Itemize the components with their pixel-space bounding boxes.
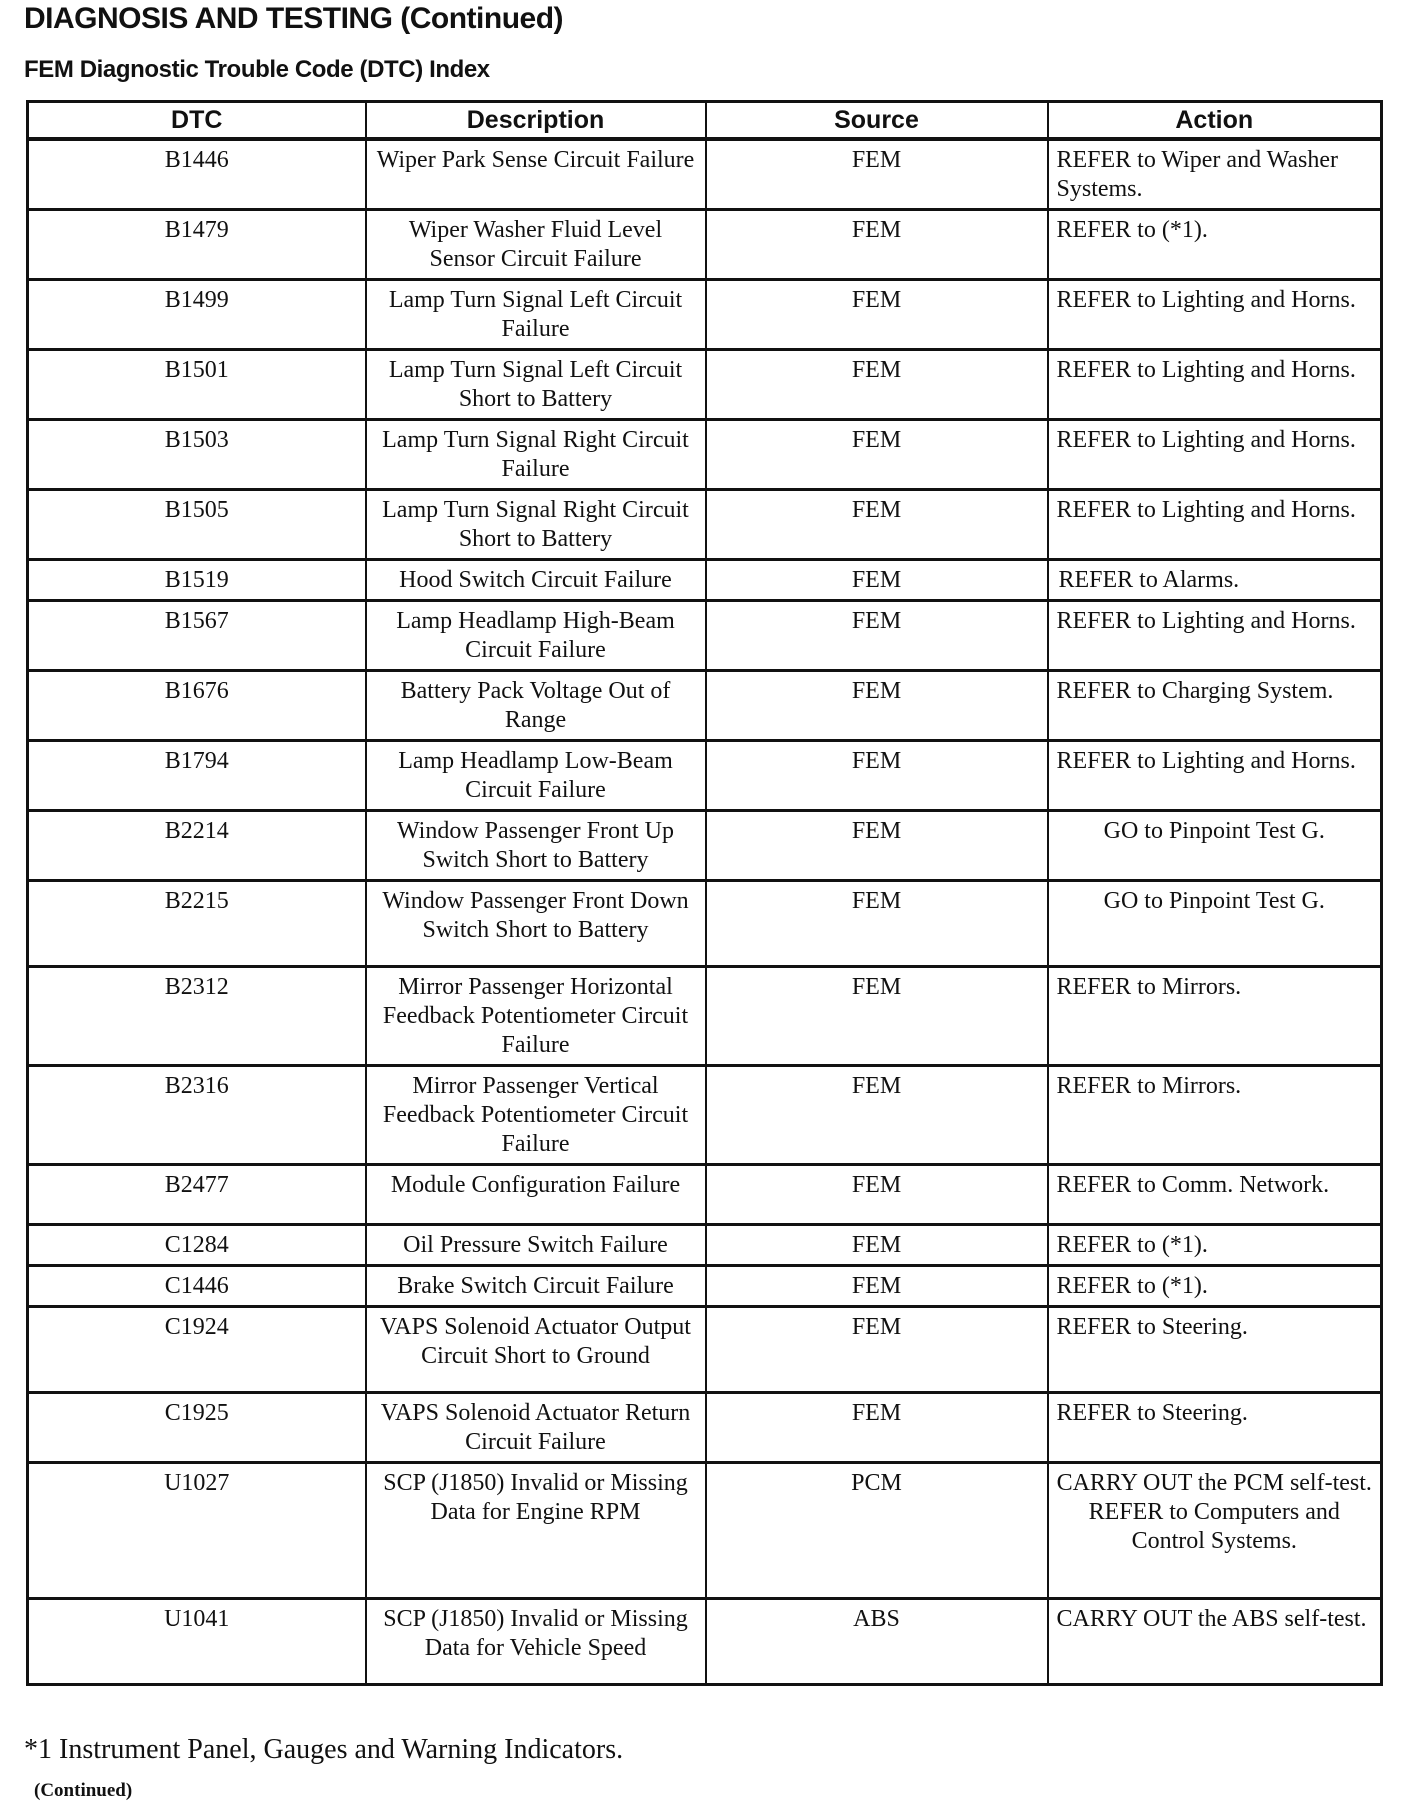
dtc-action: REFER to Steering.: [1048, 1393, 1382, 1463]
dtc-code: B1479: [28, 210, 366, 280]
table-row: [28, 601, 1382, 671]
table-row: [28, 490, 1382, 560]
dtc-description: Lamp Turn Signal Left Circuit Short to Battery: [366, 350, 706, 420]
dtc-description: VAPS Solenoid Actuator Return Circuit Failure: [366, 1393, 706, 1463]
dtc-action: REFER to Lighting and Horns.: [1048, 741, 1382, 811]
dtc-code: B1505: [28, 490, 366, 560]
dtc-action: REFER to Lighting and Horns.: [1048, 280, 1382, 350]
table-title: FEM Diagnostic Trouble Code (DTC) Index: [24, 56, 490, 83]
table-row: [28, 1599, 1382, 1685]
dtc-source: ABS: [706, 1599, 1048, 1685]
table-row: [28, 881, 1382, 967]
footnote: *1 Instrument Panel, Gauges and Warning Indicators.: [24, 1734, 624, 1765]
table-row: [28, 350, 1382, 420]
dtc-action: REFER to Lighting and Horns.: [1048, 350, 1382, 420]
dtc-code: B1567: [28, 601, 366, 671]
dtc-code: B1503: [28, 420, 366, 490]
table-row: [28, 560, 1382, 601]
dtc-action: REFER to (*1).: [1048, 1266, 1382, 1307]
dtc-description: VAPS Solenoid Actuator Output Circuit Short to Ground: [366, 1307, 706, 1393]
dtc-description: Brake Switch Circuit Failure: [366, 1266, 706, 1307]
table-row: [28, 139, 1382, 210]
table-row: [28, 1165, 1382, 1225]
dtc-action: REFER to Mirrors.: [1048, 1066, 1382, 1165]
dtc-action: REFER to Steering.: [1048, 1307, 1382, 1393]
dtc-source: FEM: [706, 139, 1048, 210]
dtc-action: CARRY OUT the ABS self-test.: [1048, 1599, 1382, 1685]
dtc-description: Wiper Washer Fluid Level Sensor Circuit Failure: [366, 210, 706, 280]
column-header-description: Description: [366, 102, 706, 140]
dtc-source: FEM: [706, 967, 1048, 1066]
dtc-code: B1519: [28, 560, 366, 601]
table-row: [28, 1463, 1382, 1599]
dtc-source: FEM: [706, 1266, 1048, 1307]
page-title: DIAGNOSIS AND TESTING (Continued): [24, 2, 564, 35]
dtc-source: FEM: [706, 420, 1048, 490]
table-row: [28, 967, 1382, 1066]
table-row: [28, 741, 1382, 811]
dtc-description: SCP (J1850) Invalid or Missing Data for Vehicle Speed: [366, 1599, 706, 1685]
dtc-action: REFER to Lighting and Horns.: [1048, 420, 1382, 490]
dtc-description: Lamp Headlamp High-Beam Circuit Failure: [366, 601, 706, 671]
table-header-row: [28, 102, 1382, 140]
dtc-action: GO to Pinpoint Test G.: [1048, 811, 1382, 881]
dtc-action: REFER to Mirrors.: [1048, 967, 1382, 1066]
column-header-action: Action: [1048, 102, 1382, 140]
dtc-code: B1794: [28, 741, 366, 811]
table-row: [28, 671, 1382, 741]
table-row: [28, 811, 1382, 881]
dtc-source: FEM: [706, 881, 1048, 967]
dtc-code: C1924: [28, 1307, 366, 1393]
dtc-source: FEM: [706, 350, 1048, 420]
dtc-action: REFER to Lighting and Horns.: [1048, 601, 1382, 671]
dtc-description: Mirror Passenger Vertical Feedback Potentiometer Circuit Failure: [366, 1066, 706, 1165]
dtc-source: FEM: [706, 1393, 1048, 1463]
dtc-code: B2312: [28, 967, 366, 1066]
dtc-action: REFER to Lighting and Horns.: [1048, 490, 1382, 560]
dtc-source: FEM: [706, 280, 1048, 350]
dtc-code: B1676: [28, 671, 366, 741]
dtc-code: B2215: [28, 881, 366, 967]
dtc-index-table: [26, 100, 1383, 1686]
dtc-code: B2316: [28, 1066, 366, 1165]
dtc-action: REFER to (*1).: [1048, 210, 1382, 280]
dtc-description: Wiper Park Sense Circuit Failure: [366, 139, 706, 210]
dtc-action: REFER to Comm. Network.: [1048, 1165, 1382, 1225]
dtc-code: B2214: [28, 811, 366, 881]
table-row: [28, 1393, 1382, 1463]
dtc-source: FEM: [706, 1165, 1048, 1225]
dtc-code: B2477: [28, 1165, 366, 1225]
table-row: [28, 210, 1382, 280]
dtc-description: Battery Pack Voltage Out of Range: [366, 671, 706, 741]
dtc-description: Lamp Headlamp Low-Beam Circuit Failure: [366, 741, 706, 811]
dtc-description: Module Configuration Failure: [366, 1165, 706, 1225]
dtc-action: REFER to (*1).: [1048, 1225, 1382, 1266]
dtc-code: C1446: [28, 1266, 366, 1307]
table-row: [28, 1266, 1382, 1307]
dtc-source: FEM: [706, 1225, 1048, 1266]
dtc-description: Lamp Turn Signal Right Circuit Failure: [366, 420, 706, 490]
table-row: [28, 1307, 1382, 1393]
column-header-source: Source: [706, 102, 1048, 140]
dtc-source: FEM: [706, 811, 1048, 881]
table-row: [28, 420, 1382, 490]
dtc-action: REFER to Charging System.: [1048, 671, 1382, 741]
dtc-code: U1041: [28, 1599, 366, 1685]
dtc-source: FEM: [706, 1066, 1048, 1165]
dtc-action: CARRY OUT the PCM self-test. REFER to Computers and Control Systems.: [1048, 1463, 1382, 1599]
dtc-description: SCP (J1850) Invalid or Missing Data for Engine RPM: [366, 1463, 706, 1599]
dtc-code: B1499: [28, 280, 366, 350]
dtc-action: REFER to Alarms.: [1048, 560, 1382, 601]
dtc-code: C1925: [28, 1393, 366, 1463]
dtc-description: Window Passenger Front Up Switch Short to Battery: [366, 811, 706, 881]
continued-label: (Continued): [34, 1780, 133, 1801]
table-row: [28, 280, 1382, 350]
dtc-description: Oil Pressure Switch Failure: [366, 1225, 706, 1266]
dtc-description: Mirror Passenger Horizontal Feedback Potentiometer Circuit Failure: [366, 967, 706, 1066]
dtc-source: FEM: [706, 210, 1048, 280]
dtc-description: Lamp Turn Signal Right Circuit Short to Battery: [366, 490, 706, 560]
dtc-description: Hood Switch Circuit Failure: [366, 560, 706, 601]
dtc-code: B1446: [28, 139, 366, 210]
dtc-source: FEM: [706, 601, 1048, 671]
dtc-description: Window Passenger Front Down Switch Short to Battery: [366, 881, 706, 967]
dtc-source: FEM: [706, 490, 1048, 560]
dtc-code: U1027: [28, 1463, 366, 1599]
dtc-source: FEM: [706, 560, 1048, 601]
dtc-code: C1284: [28, 1225, 366, 1266]
dtc-source: PCM: [706, 1463, 1048, 1599]
dtc-action: GO to Pinpoint Test G.: [1048, 881, 1382, 967]
table-row: [28, 1066, 1382, 1165]
dtc-source: FEM: [706, 671, 1048, 741]
dtc-description: Lamp Turn Signal Left Circuit Failure: [366, 280, 706, 350]
dtc-source: FEM: [706, 741, 1048, 811]
dtc-action: REFER to Wiper and Washer Systems.: [1048, 139, 1382, 210]
dtc-code: B1501: [28, 350, 366, 420]
dtc-source: FEM: [706, 1307, 1048, 1393]
column-header-dtc: DTC: [28, 102, 366, 140]
table-row: [28, 1225, 1382, 1266]
